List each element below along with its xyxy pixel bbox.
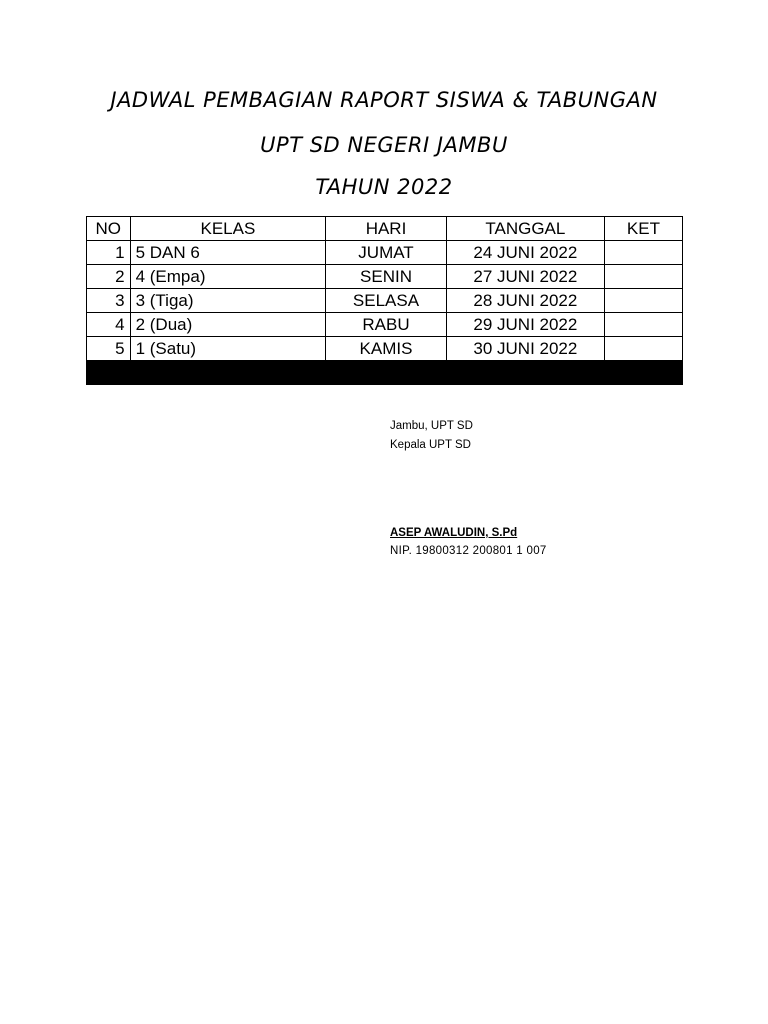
cell-hari: JUMAT: [326, 241, 447, 265]
column-header-no: NO: [87, 217, 131, 241]
signature-nip: NIP. 19800312 200801 1 007: [390, 545, 547, 557]
column-header-hari: HARI: [326, 217, 447, 241]
cell-kelas: 5 DAN 6: [130, 241, 326, 265]
column-header-ket: KET: [604, 217, 682, 241]
cell-tanggal: 29 JUNI 2022: [446, 313, 604, 337]
cell-ket: [604, 241, 682, 265]
table-row: [87, 265, 683, 289]
table-row: [87, 313, 683, 337]
cell-kelas: 2 (Dua): [130, 313, 326, 337]
cell-hari: SELASA: [326, 289, 447, 313]
column-header-tanggal: TANGGAL: [446, 217, 604, 241]
table-row: [87, 337, 683, 361]
cell-tanggal: 28 JUNI 2022: [446, 289, 604, 313]
cell-tanggal: 30 JUNI 2022: [446, 337, 604, 361]
cell-tanggal: 27 JUNI 2022: [446, 265, 604, 289]
title-line-1: JADWAL PEMBAGIAN RAPORT SISWA & TABUNGAN: [110, 88, 658, 112]
table-black-bar-row: [87, 361, 683, 385]
table-row: [87, 241, 683, 265]
schedule-table: [86, 216, 683, 385]
cell-no: 5: [87, 337, 131, 361]
cell-no: 3: [87, 289, 131, 313]
cell-no: 1: [87, 241, 131, 265]
cell-kelas: 4 (Empa): [130, 265, 326, 289]
cell-no: 2: [87, 265, 131, 289]
cell-ket: [604, 265, 682, 289]
signature-position: Kepala UPT SD: [390, 439, 471, 451]
title-line-3: TAHUN 2022: [315, 175, 453, 199]
cell-hari: KAMIS: [326, 337, 447, 361]
signature-name: ASEP AWALUDIN, S.Pd: [390, 527, 518, 539]
column-header-kelas: KELAS: [130, 217, 326, 241]
cell-hari: RABU: [326, 313, 447, 337]
table-row: [87, 289, 683, 313]
cell-ket: [604, 289, 682, 313]
cell-ket: [604, 337, 682, 361]
cell-hari: SENIN: [326, 265, 447, 289]
table-header-row: [87, 217, 683, 241]
signature-place: Jambu, UPT SD: [390, 420, 473, 432]
cell-kelas: 3 (Tiga): [130, 289, 326, 313]
black-bar: [87, 361, 683, 385]
cell-kelas: 1 (Satu): [130, 337, 326, 361]
title-line-2: UPT SD NEGERI JAMBU: [260, 133, 508, 157]
cell-no: 4: [87, 313, 131, 337]
cell-tanggal: 24 JUNI 2022: [446, 241, 604, 265]
cell-ket: [604, 313, 682, 337]
